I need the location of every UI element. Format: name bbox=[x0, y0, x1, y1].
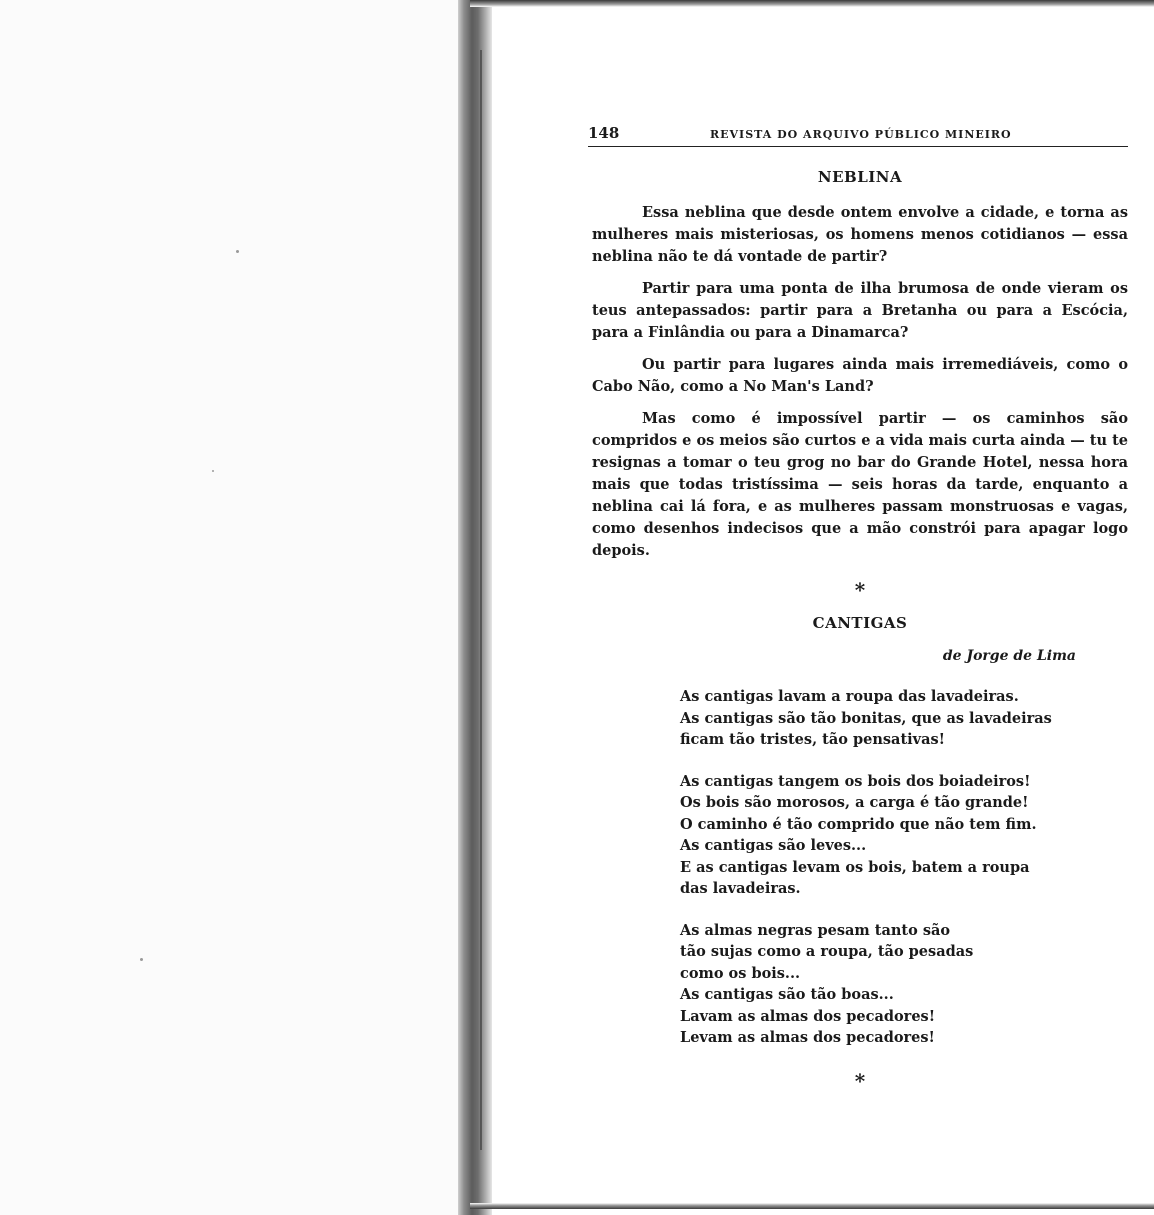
neblina-title: NEBLINA bbox=[817, 168, 903, 186]
cantigas-title: CANTIGAS bbox=[812, 614, 908, 632]
poem-author: de Jorge de Lima bbox=[942, 648, 1076, 664]
poem-verse: E as cantigas levam os bois, batem a roupa bbox=[680, 858, 1030, 876]
poem-stanza bbox=[680, 920, 1128, 1049]
poem-verse: Lavam as almas dos pecadores! bbox=[680, 1007, 936, 1025]
page-bottom-edge bbox=[470, 1203, 1154, 1209]
poem-verse: As cantigas são tão boas... bbox=[680, 986, 894, 1003]
neblina-paragraph: Mas como é impossível partir — os caminhos são compridos e os meios são curtos e a vida mais curta ainda — tu te resignas a tomar o teu grog no bar do Grande Hotel, nessa hora mais que todas tristíssima — seis horas da tarde, enquanto a neblina cai lá fora, e as mulheres passam monstruosas e vagas, como desenhos indecisos que a mão constrói para apagar logo depois. bbox=[592, 410, 1128, 559]
spine-shadow-line bbox=[480, 50, 482, 1150]
poem-verse: As cantigas são tão bonitas, que as lavadeiras bbox=[680, 709, 1052, 727]
running-head: REVISTA DO ARQUIVO PÚBLICO MINEIRO bbox=[710, 128, 1012, 141]
paper-speck bbox=[140, 958, 143, 961]
left-blank-page bbox=[0, 0, 458, 1215]
section-separator: * bbox=[854, 1068, 866, 1093]
poem-verse: O caminho é tão comprido que não tem fim. bbox=[680, 815, 1037, 833]
poem-verse: As cantigas tangem os bois dos boiadeiros! bbox=[680, 772, 1031, 790]
paper-speck bbox=[212, 470, 214, 472]
poem-verse: como os bois... bbox=[680, 964, 801, 982]
poem-verse: tão sujas como a roupa, tão pesadas bbox=[680, 943, 974, 960]
poem-verse: das lavadeiras. bbox=[680, 880, 801, 897]
poem-stanza bbox=[680, 686, 1128, 751]
section-separator: * bbox=[854, 578, 866, 602]
poem-verse: ficam tão tristes, tão pensativas! bbox=[680, 731, 945, 748]
page-number: 148 bbox=[588, 124, 620, 142]
neblina-paragraph: Ou partir para lugares ainda mais irremediáveis, como o Cabo Não, como a No Man's Land? bbox=[592, 356, 1128, 395]
page-top-edge bbox=[470, 0, 1154, 7]
poem-verse: As cantigas são leves... bbox=[680, 837, 867, 854]
neblina-paragraph: Partir para uma ponta de ilha brumosa de onde vieram os teus antepassados: partir para a Bretanha ou para a Escócia, para a Finlândia ou para a Dinamarca? bbox=[592, 280, 1128, 341]
poem-body bbox=[680, 686, 1128, 1049]
poem-verse: Os bois são morosos, a carga é tão grande! bbox=[680, 794, 1029, 811]
paper-speck bbox=[236, 250, 239, 253]
poem-stanza bbox=[680, 771, 1128, 900]
poem-verse: As almas negras pesam tanto são bbox=[680, 921, 951, 939]
poem-verse: As cantigas lavam a roupa das lavadeiras. bbox=[680, 688, 1019, 705]
book-spine bbox=[458, 0, 492, 1215]
poem-verse: Levam as almas dos pecadores! bbox=[680, 1029, 935, 1046]
page-content bbox=[592, 168, 1128, 1093]
neblina-paragraph: Essa neblina que desde ontem envolve a cidade, e torna as mulheres mais misteriosas, os homens menos cotidianos — essa neblina não te dá vontade de partir? bbox=[592, 204, 1128, 265]
page-header bbox=[588, 124, 1128, 147]
